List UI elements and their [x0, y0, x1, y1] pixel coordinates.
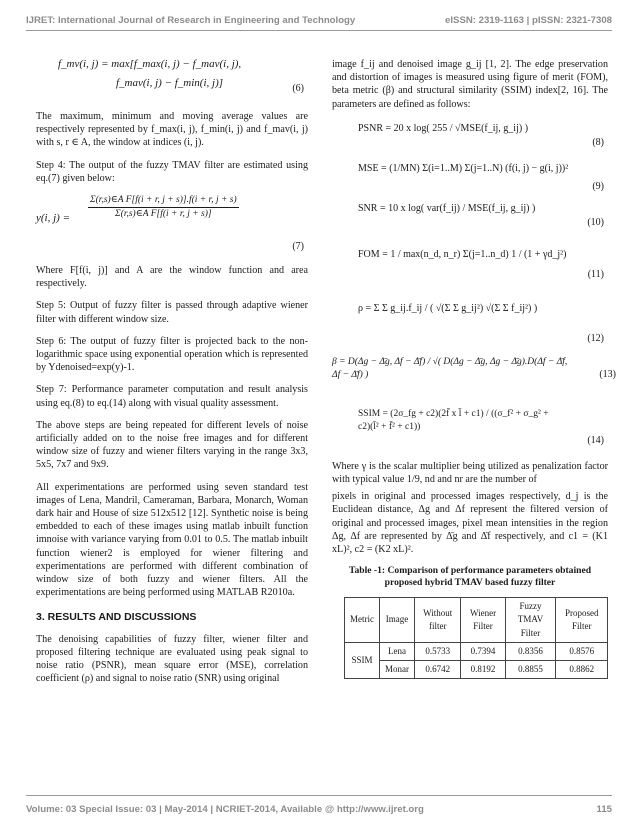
equation-12-number: (12) — [587, 332, 604, 344]
paragraph-image: image f_ij and denoised image g_ij [1, 2]. The edge preservation and distortion of images is measured using figure of merit (FOM), beta metric (β) and structural similarity (SSIM) index[2, 16]. The parameters are defined as follows: — [332, 59, 608, 110]
table-cell: 0.8192 — [461, 661, 505, 679]
table-cell: Lena — [380, 642, 415, 660]
paragraph-step4: Step 4: The output of the fuzzy TMAV filter are estimated using eq.(7) given below: — [36, 159, 308, 184]
table-cell: 0.7394 — [461, 642, 505, 660]
results-table — [344, 597, 608, 679]
equation-10-number: (10) — [587, 216, 604, 228]
equation-8-text: PSNR = 20 x log( 255 / √MSE(f_ij, g_ij) ) — [358, 122, 529, 134]
equation-7-lhs: y(i, j) = — [36, 212, 70, 225]
paragraph-experiments: All experimentations are performed using seven standard test images of Lena, Mandril, Cameraman, Barbara, Monarch, Woman dark hair and House of size 512x512 [12]. Synthetic noise is being embedded to each of these images using matlab inbuilt function imnoise with variance varying from 0.01 to 0.5. The matlab inbuilt function wiener2 is employed for wiener filtering and experimentations are performed with different combination of window size of both fuzzy and wiener filters. All the experimentations are being performed using MATLAB R2010a. — [36, 481, 308, 599]
table-cell: 0.5733 — [415, 642, 461, 660]
equation-8 — [332, 120, 608, 150]
equation-6-number: (6) — [292, 83, 304, 94]
table-cell: Monar — [380, 661, 415, 679]
table-cell: 0.8576 — [556, 642, 608, 660]
equation-9-text: MSE = (1/MN) Σ(i=1..M) Σ(j=1..N) (f(i, j) − g(i, j))² — [358, 162, 569, 174]
equation-8-number: (8) — [592, 136, 604, 148]
section-heading: 3. RESULTS AND DISCUSSIONS — [36, 611, 197, 624]
paragraph-results: The denoising capabilities of fuzzy filter, wiener filter and proposed filtering technique are evaluated using peak signal to noise ratio (PSNR), mean square error (MSE), correlation coefficient (ρ) and signal to noise ratio (SNR) using original — [36, 633, 308, 685]
equation-11-number: (11) — [587, 268, 604, 280]
left-column — [36, 58, 308, 695]
right-column — [332, 58, 616, 679]
journal-title: IJRET: International Journal of Research in Engineering and Technology — [26, 14, 356, 26]
equation-7 — [36, 194, 308, 258]
equation-10-text: SNR = 10 x log( var(f_ij) / MSE(f_ij, g_ij) ) — [358, 202, 536, 214]
equation-12 — [332, 290, 608, 344]
page-header — [26, 10, 612, 30]
table-header-row — [345, 598, 608, 643]
issn: eISSN: 2319-1163 | pISSN: 2321-7308 — [445, 14, 612, 26]
header-rule — [26, 30, 612, 31]
equation-13 — [332, 352, 616, 398]
equation-6-line-2: f_mav(i, j) − f_min(i, j)] — [116, 77, 224, 90]
table-cell: 0.8855 — [505, 661, 556, 679]
table-header-cell: Metric — [345, 598, 380, 643]
equation-12-text: ρ = Σ Σ g_ij.f_ij / ( √(Σ Σ g_ij²) √(Σ Σ f_ij²) ) — [358, 302, 538, 314]
equation-14-number: (14) — [587, 434, 604, 446]
footer-volume: Volume: 03 Special Issue: 03 | May-2014 | NCRIET-2014, Available @ http://www.ijret.org — [26, 803, 424, 815]
page-number: 115 — [596, 803, 612, 815]
equation-11-text: FOM = 1 / max(n_d, n_r) Σ(j=1..n_d) 1 / (1 + γd_j²) — [358, 248, 567, 260]
equation-11 — [332, 242, 608, 282]
table-row — [345, 642, 608, 660]
equation-7-fraction — [88, 194, 239, 221]
equation-14 — [332, 404, 608, 450]
paragraph-gamma: Where γ is the scalar multiplier being utilized as penalization factor with typical value 1/9, nd and nr are the number of — [332, 460, 608, 486]
equation-10 — [332, 200, 608, 230]
paragraph-step6: Step 6: The output of fuzzy filter is projected back to the non-logarithmic space using exponential operation which is represented by Ydenoised=exp(y)-1. — [36, 335, 308, 374]
equation-7-numerator: Σ(r,s)∈A F[f(i + r, j + s)].f(i + r, j + s) — [88, 194, 239, 208]
paragraph-step7: Step 7: Performance parameter computation and result analysis using eq.(8) to eq.(14) along with visual quality assessment. — [36, 384, 308, 409]
table-cell: 0.6742 — [415, 661, 461, 679]
paragraph-pixels: pixels in original and processed images respectively, d_j is the Euclidean distance, Δg and Δf represent the filtered version of original and processed images, pixel mean intensities in the region Δg, Δf are represented by Δ̄g and Δ̄f respectively, and c1 = (K1 xL)², c2 = (K2 xL)². — [332, 491, 608, 556]
table-header-cell: Fuzzy TMAV Filter — [505, 598, 556, 643]
table-header-cell: Image — [380, 598, 415, 643]
equation-7-number: (7) — [292, 241, 304, 253]
equation-7-denominator: Σ(r,s)∈A F[f(i + r, j + s)] — [115, 209, 212, 220]
paragraph-step5: Step 5: Output of fuzzy filter is passed through adaptive wiener filter with different window size. — [36, 300, 308, 325]
table-header-cell: Wiener Filter — [461, 598, 505, 643]
paragraph-repeat: The above steps are being repeated for different levels of noise artificially added on to the noise free images and for different window size of fuzzy and wiener filters varying in the range 3x3, 5x5, 7x7 and 9x9. — [36, 419, 308, 471]
equation-9 — [332, 160, 608, 194]
equation-6 — [36, 58, 308, 100]
table-cell: 0.8862 — [556, 661, 608, 679]
table-cell: 0.8356 — [505, 642, 556, 660]
equation-6-line-1: f_mv(i, j) = max[f_max(i, j) − f_mav(i, j), — [58, 58, 242, 70]
footer-rule — [26, 795, 612, 796]
table-row — [345, 661, 608, 679]
equation-14-text: SSIM = (2σ_fg + c2)(2f̄ x l̄ + c1) / ((σ_f² + σ_g² + c2)(l̄² + f̄² + c1)) — [358, 408, 549, 433]
paragraph-maxmin: The maximum, minimum and moving average values are respectively represented by f_max(i, j), f_min(i, j) and f_mav(i, j) with s, r ∈ A, the window at indices (i, j). — [36, 111, 308, 149]
equation-13-text: β = D(Δg − Δ̄g, Δf − Δ̄f) / √( D(Δg − Δ̄g, Δg − Δ̄g).D(Δf − Δ̄f, Δf − Δ̄f) ) — [332, 356, 568, 381]
table-header-cell: Proposed Filter — [556, 598, 608, 643]
table-caption: Table -1: Comparison of performance parameters obtained proposed hybrid TMAV based fuzzy filter — [348, 565, 592, 589]
equation-9-number: (9) — [592, 180, 604, 192]
paragraph-where: Where F[f(i, j)] and A are the window function and area respectively. — [36, 265, 308, 290]
page-footer — [26, 800, 612, 818]
equation-13-number: (13) — [599, 368, 616, 380]
table-metric-cell: SSIM — [345, 642, 380, 678]
table-header-cell: Without filter — [415, 598, 461, 643]
